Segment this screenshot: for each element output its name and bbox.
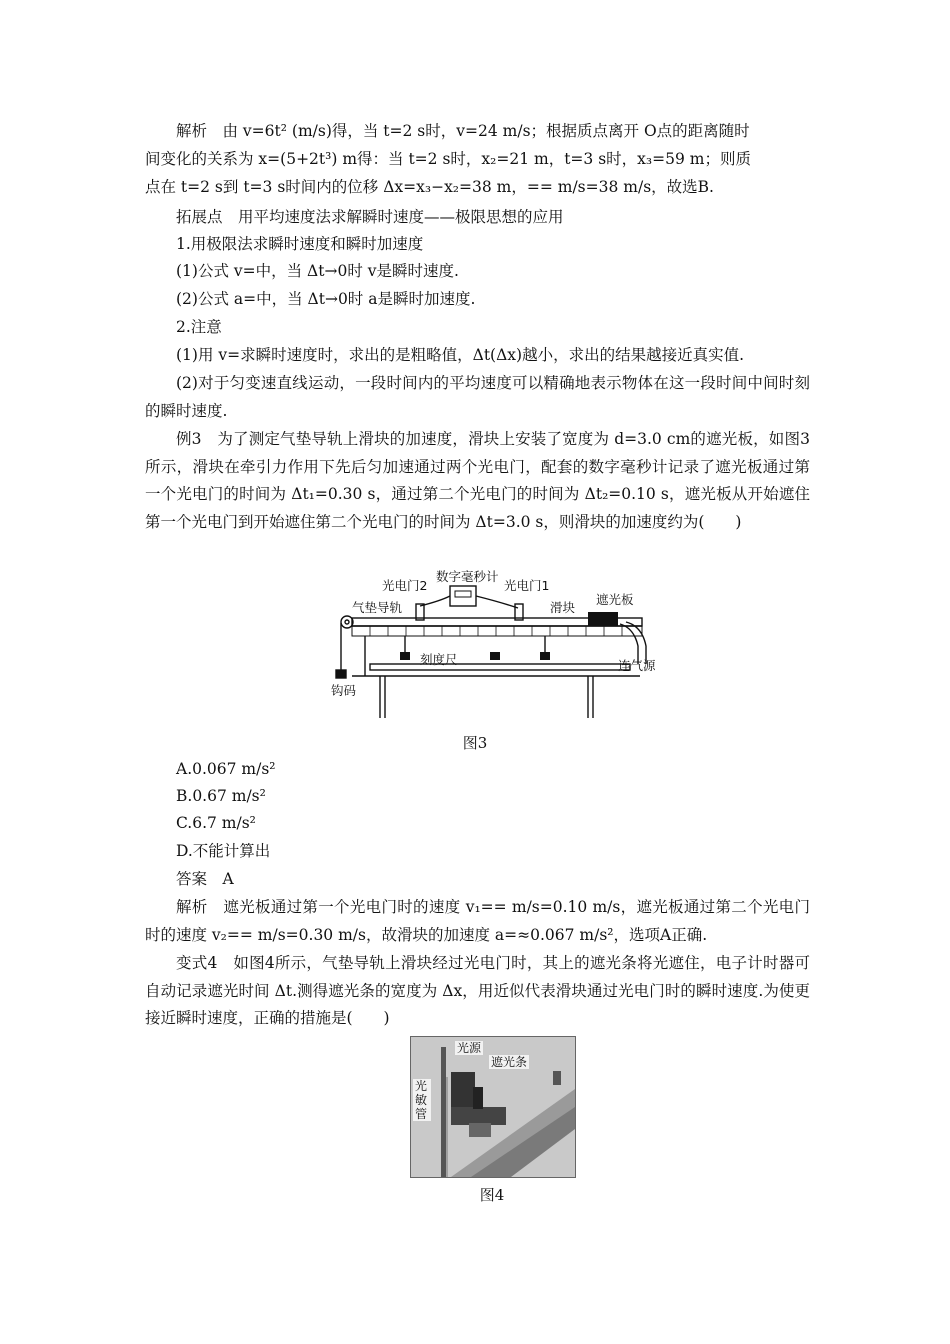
extension-item-1b: (2)公式 a=中，当 Δt→0时 a是瞬时加速度. [176,290,476,308]
label-timer: 数字毫秒计 [436,569,499,584]
extension-title: 拓展点 用平均速度法求解瞬时速度——极限思想的应用 [176,208,564,226]
label-gate-1: 光电门1 [504,578,550,593]
example3-analysis: 解析 遮光板通过第一个光电门时的速度 v₁== m/s=0.10 m/s，遮光板通过第二个光电门时的速度 v₂== m/s=0.30 m/s，故滑块的加速度 a=≈0.067 m/s²，选项A正确. [145,898,810,944]
option-d: D.不能计算出 [176,842,271,860]
extension-item-2: 2.注意 [176,318,222,336]
extension-item-2a: (1)用 v=求瞬时速度时，求出的是粗略值，Δt(Δx)越小，求出的结果越接近真实值. [176,346,745,364]
extension-item-1: 1.用极限法求瞬时速度和瞬时加速度 [176,235,424,253]
variant4-text: 变式4 如图4所示，气垫导轨上滑块经过光电门时，其上的遮光条将光遮住，电子计时器可自动记录遮光时间 Δt.测得遮光条的宽度为 Δx，用近似代表滑块通过光电门时的瞬时速度.为使更接近瞬时速度，正确的措施是( ) [145,954,810,1027]
extension-item-1a: (1)公式 v=中，当 Δt→0时 v是瞬时速度. [176,262,459,280]
label-gate-2: 光电门2 [382,578,428,593]
analysis-line-1: 解析 由 v=6t² (m/s)得，当 t=2 s时，v=24 m/s；根据质点离开 O点的距离随时 [176,122,750,140]
option-c: C.6.7 m/s² [176,814,256,832]
analysis-line-2: 间变化的关系为 x=(5+2t³) m得：当 t=2 s时，x₂=21 m，t=3 s时，x₃=59 m；则质 [145,150,751,168]
label-light-source: 光源 [457,1041,482,1055]
timer-box [450,586,476,606]
analysis-line-3: 点在 t=2 s到 t=3 s时间内的位移 Δx=x₃−x₂=38 m，== m/s=38 m/s，故选B. [145,178,714,196]
figure-4-caption: 图4 [479,1186,505,1204]
label-photosensor: 光敏管 [413,1079,431,1121]
example3-text: 例3 为了测定气垫导轨上滑块的加速度，滑块上安装了宽度为 d=3.0 cm的遮光板，如图3所示，滑块在牵引力作用下先后匀加速通过两个光电门，配套的数字毫秒计记录了遮光板通过第一个光电门的时间为 Δt₁=0.30 s，通过第二个光电门的时间为 Δt₂=0.10 s，遮光板从开始遮住第一个光电门到开始遮住第二个光电门的时间为 Δt=3.0 s，则滑块的加速度约为( ) [145,430,810,531]
photogate-photo [410,1036,576,1178]
label-slider: 滑块 [550,600,576,615]
label-ruler: 刻度尺 [420,652,458,667]
label-shade-strip: 遮光条 [491,1055,528,1069]
label-track: 气垫导轨 [352,600,403,615]
option-b: B.0.67 m/s² [176,787,266,805]
answer: 答案 A [176,870,234,888]
slider-block [588,612,618,626]
label-air-source: 连气源 [618,658,656,673]
figure-3-caption: 图3 [462,734,488,752]
label-hook-weight: 钩码 [331,683,357,698]
label-shade: 遮光板 [596,592,634,607]
extension-item-2b: (2)对于匀变速直线运动，一段时间内的平均速度可以精确地表示物体在这一段时间中间时刻的瞬时速度. [145,374,810,420]
option-a: A.0.067 m/s² [176,760,276,778]
